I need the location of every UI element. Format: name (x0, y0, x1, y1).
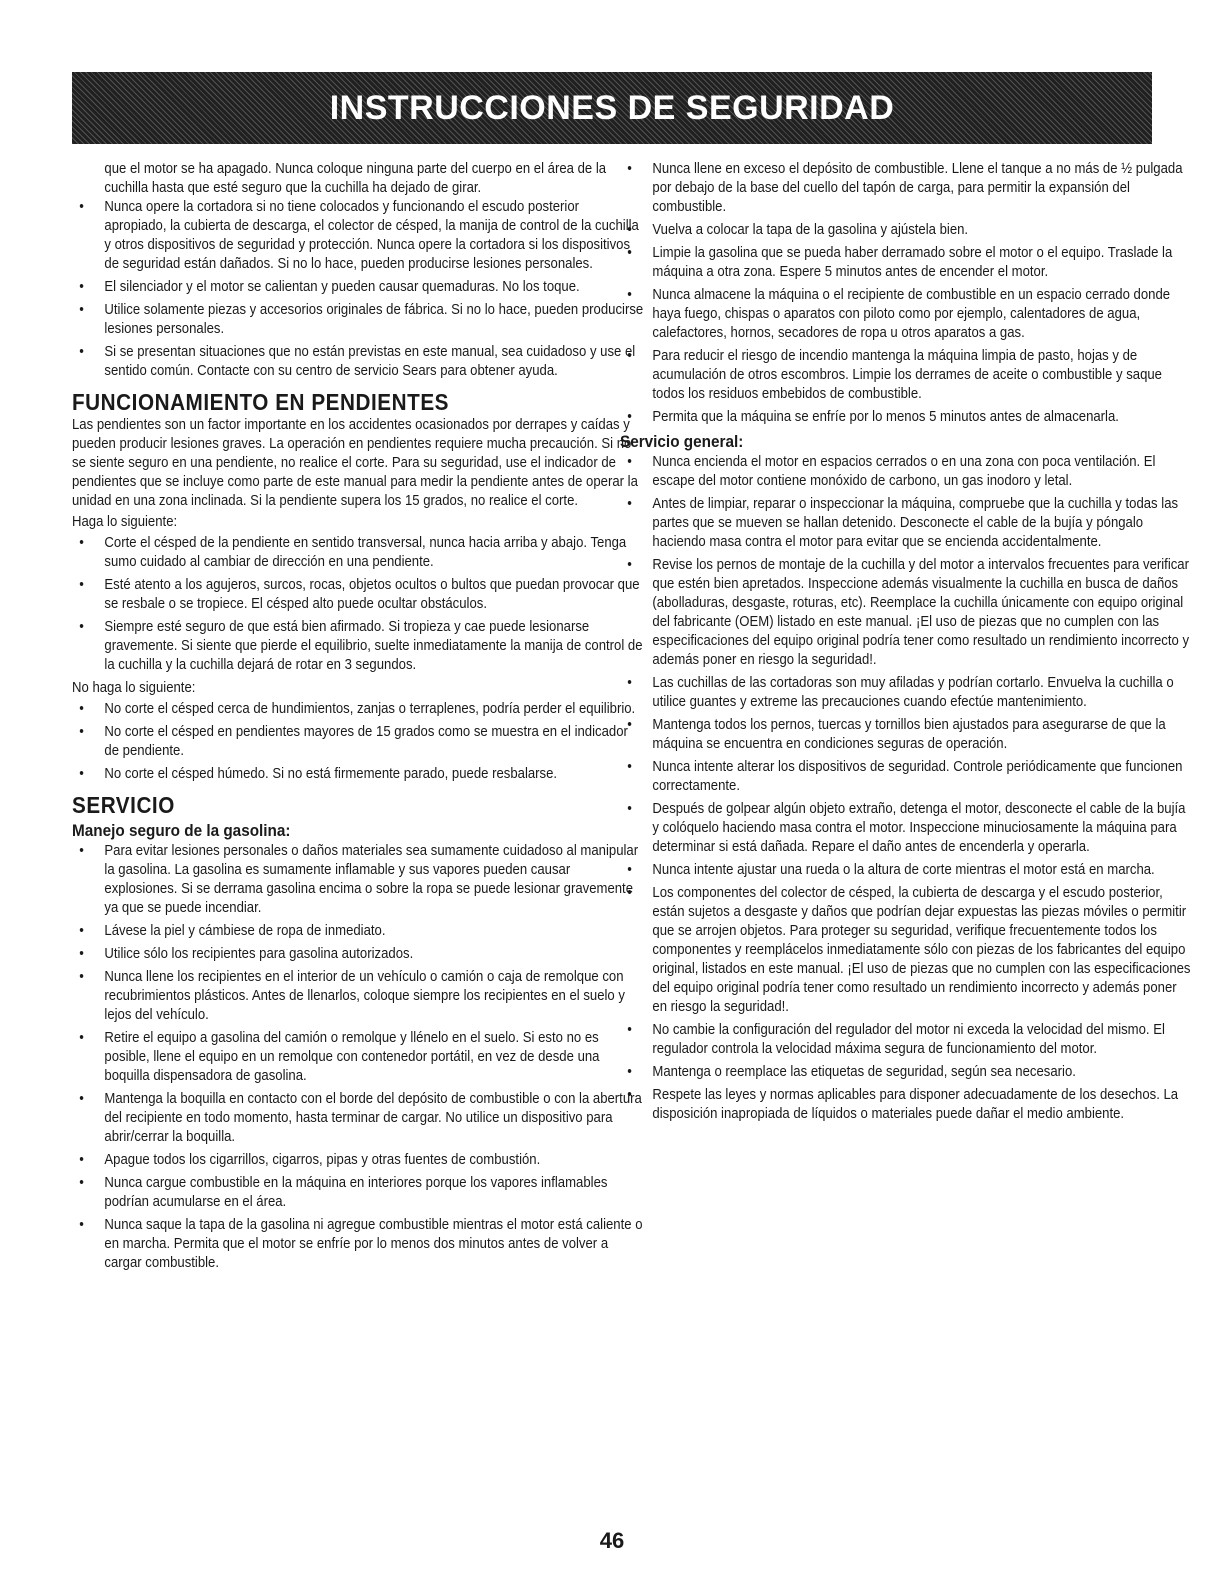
list-item: • Vuelva a colocar la tapa de la gasolina y ajústela bien. (620, 221, 1194, 240)
list-item: • Antes de limpiar, reparar o inspeccionar la máquina, compruebe que la cuchilla y todas las partes que se mueven se hallan detenido. Desconecte el cable de la bujía y póngalo haciendo masa contra el motor para evitar que se encienda accidentalmente. (620, 495, 1194, 552)
list-item: • Los componentes del colector de césped, la cubierta de descarga y el escudo posterior, están sujetos a desgaste y daños que podrían dejar expuestas las piezas móviles o permitir que se arrojen objetos. Para proteger su seguridad, verifique frecuentemente todos los componentes y reemplácelos inmediatamente sólo con piezas de los fabricantes del equipo original, listados en este manual. ¡El uso de piezas que no cumplen con las especificaciones del equipo original podría tener como resultado un rendimiento incorrecto y además poner en riesgo la seguridad!. (620, 884, 1194, 1017)
list-item: • Lávese la piel y cámbiese de ropa de inmediato. (72, 922, 644, 941)
do-list (72, 534, 644, 675)
list-item: • Corte el césped de la pendiente en sentido transversal, nunca hacia arriba y abajo. Tenga sumo cuidado al cambiar de dirección en una pendiente. (72, 534, 644, 572)
left-column (72, 160, 644, 1277)
page-title: INSTRUCCIONES DE SEGURIDAD (329, 88, 895, 127)
right-column (620, 160, 1194, 1128)
list-item: • Mantenga la boquilla en contacto con el borde del depósito de combustible o con la abertura del recipiente en todo momento, hasta terminar de cargar. No utilice un dispositivo para abrir/cerrar la boquilla. (72, 1090, 644, 1147)
list-item: • Las cuchillas de las cortadoras son muy afiladas y podrían cortarlo. Envuelva la cuchilla o utilice guantes y extreme las precauciones cuando efectúe mantenimiento. (620, 674, 1194, 712)
list-item: • Utilice solamente piezas y accesorios originales de fábrica. Si no lo hace, pueden producirse lesiones personales. (72, 301, 644, 339)
continuation-text: que el motor se ha apagado. Nunca coloque ninguna parte del cuerpo en el área de la cuchilla hasta que esté seguro que la cuchilla ha dejado de girar. (104, 161, 607, 196)
service-heading: SERVICIO (72, 792, 175, 818)
list-item: • Permita que la máquina se enfríe por lo menos 5 minutos antes de almacenarla. (620, 408, 1194, 427)
list-item: • Utilice sólo los recipientes para gasolina autorizados. (72, 945, 644, 964)
dont-label: No haga lo siguiente: (72, 680, 196, 696)
list-item: • Mantenga o reemplace las etiquetas de seguridad, según sea necesario. (620, 1063, 1194, 1082)
general-service-heading: Servicio general: (620, 432, 744, 451)
safety-list-top (72, 198, 644, 381)
list-item: • Nunca cargue combustible en la máquina en interiores porque los vapores inflamables podrían acumularse en el área. (72, 1174, 644, 1212)
page-number: 46 (599, 1528, 625, 1553)
list-item: • Nunca encienda el motor en espacios cerrados o en una zona con poca ventilación. El escape del motor contiene monóxido de carbono, un gas inodoro y letal. (620, 453, 1194, 491)
list-item: • Para reducir el riesgo de incendio mantenga la máquina limpia de pasto, hojas y de acumulación de otros escombros. Limpie los derrames de aceite o combustible y saque todos los residuos embebidos de combustible. (620, 347, 1194, 404)
fuel-heading: Manejo seguro de la gasolina: (72, 821, 291, 840)
list-item: • No corte el césped húmedo. Si no está firmemente parado, puede resbalarse. (72, 765, 644, 784)
list-item: • Apague todos los cigarrillos, cigarros, pipas y otras fuentes de combustión. (72, 1151, 644, 1170)
slopes-heading: FUNCIONAMIENTO EN PENDIENTES (72, 389, 450, 415)
slopes-intro: Las pendientes son un factor importante en los accidentes ocasionados por derrapes y caídas y pueden producir lesiones graves. La operación en pendientes requiere mucha precaución. Si no se siente seguro en una pendiente, no realice el corte. Para su seguridad, use el indicador de pendientes que se incluye como parte de este manual para medir la pendiente antes de operar la unidad en una zona inclinada. Si la pendiente supera los 15 grados, no realice el corte. (72, 417, 638, 509)
list-item: • Nunca llene los recipientes en el interior de un vehículo o camión o caja de remolque con recubrimientos plásticos. Antes de llenarlos, coloque siempre los recipientes en el suelo y lejos del vehículo. (72, 968, 644, 1025)
general-service-list (620, 453, 1194, 1124)
list-item: • Retire el equipo a gasolina del camión o remolque y llénelo en el suelo. Si esto no es posible, llene el equipo en un remolque con contenedor portátil, en vez de desde una boquilla dispensadora de gasolina. (72, 1029, 644, 1086)
list-item: • El silenciador y el motor se calientan y pueden causar quemaduras. No los toque. (72, 278, 644, 297)
list-item: • Respete las leyes y normas aplicables para disponer adecuadamente de los desechos. La disposición inapropiada de líquidos o materiales puede dañar el medio ambiente. (620, 1086, 1194, 1124)
list-item: • Siempre esté seguro de que está bien afirmado. Si tropieza y cae puede lesionarse gravemente. Si siente que pierde el equilibrio, suelte inmediatamente la manija de control de la cuchilla y la cuchilla dejará de rotar en 3 segundos. (72, 618, 644, 675)
list-item: • Nunca saque la tapa de la gasolina ni agregue combustible mientras el motor está caliente o en marcha. Permita que el motor se enfríe por lo menos dos minutos antes de volver a cargar combustible. (72, 1216, 644, 1273)
list-item: • Mantenga todos los pernos, tuercas y tornillos bien ajustados para asegurarse de que la máquina se encuentra en condiciones seguras de operación. (620, 716, 1194, 754)
list-item: • Si se presentan situaciones que no están previstas en este manual, sea cuidadoso y use el sentido común. Contacte con su centro de servicio Sears para obtener ayuda. (72, 343, 644, 381)
list-item: • Nunca intente ajustar una rueda o la altura de corte mientras el motor está en marcha. (620, 861, 1194, 880)
title-banner (72, 72, 1152, 144)
list-item: • Revise los pernos de montaje de la cuchilla y del motor a intervalos frecuentes para verificar que estén bien apretados. Inspeccione además visualmente la cuchilla en busca de daños (abolladuras, desgaste, roturas, etc). Reemplace la cuchilla únicamente con equipo original del fabricante (OEM) listado en este manual. ¡El uso de piezas que no cumplen con las especificaciones del equipo original podría tener como resultado un rendimiento incorrecto y además poner en riesgo la seguridad!. (620, 556, 1194, 670)
list-item: • No corte el césped en pendientes mayores de 15 grados como se muestra en el indicador de pendiente. (72, 723, 644, 761)
list-item: • Nunca intente alterar los dispositivos de seguridad. Controle periódicamente que funcionen correctamente. (620, 758, 1194, 796)
list-item: • Después de golpear algún objeto extraño, detenga el motor, desconecte el cable de la bujía y colóquelo haciendo masa contra el motor. Inspeccione minuciosamente la máquina para determinar si está dañada. Repare el daño antes de encenderla y operarla. (620, 800, 1194, 857)
list-item: • Nunca llene en exceso el depósito de combustible. Llene el tanque a no más de ½ pulgada por debajo de la base del cuello del tapón de carga, para permitir la expansión del combustible. (620, 160, 1194, 217)
list-item: • No corte el césped cerca de hundimientos, zanjas o terraplenes, podría perder el equilibrio. (72, 700, 644, 719)
list-item: • Esté atento a los agujeros, surcos, rocas, objetos ocultos o bultos que puedan provocar que se resbale o se tropiece. El césped alto puede ocultar obstáculos. (72, 576, 644, 614)
dont-list (72, 700, 644, 784)
do-label: Haga lo siguiente: (72, 514, 178, 530)
list-item: • No cambie la configuración del regulador del motor ni exceda la velocidad del mismo. El regulador controla la velocidad máxima segura de funcionamiento del motor. (620, 1021, 1194, 1059)
list-item: • Limpie la gasolina que se pueda haber derramado sobre el motor o el equipo. Traslade la máquina a otra zona. Espere 5 minutos antes de encender el motor. (620, 244, 1194, 282)
fuel-list-continued (620, 160, 1194, 427)
list-item: • Para evitar lesiones personales o daños materiales sea sumamente cuidadoso al manipular la gasolina. La gasolina es sumamente inflamable y sus vapores pueden causar explosiones. Si se derrama gasolina encima o sobre la ropa se puede lesionar gravemente ya que se puede incendiar. (72, 842, 644, 918)
fuel-list (72, 842, 644, 1273)
list-item: • Nunca opere la cortadora si no tiene colocados y funcionando el escudo posterior apropiado, la cubierta de descarga, el colector de césped, la manija de control de la cuchilla y otros dispositivos de seguridad y protección. Nunca opere la cortadora si los dispositivos de seguridad están dañados. Si no lo hace, pueden producirse lesiones personales. (72, 198, 644, 274)
list-item: • Nunca almacene la máquina o el recipiente de combustible en un espacio cerrado donde haya fuego, chispas o aparatos con piloto como por ejemplo, calentadores de agua, calefactores, hornos, secadores de ropa u otros aparatos a gas. (620, 286, 1194, 343)
